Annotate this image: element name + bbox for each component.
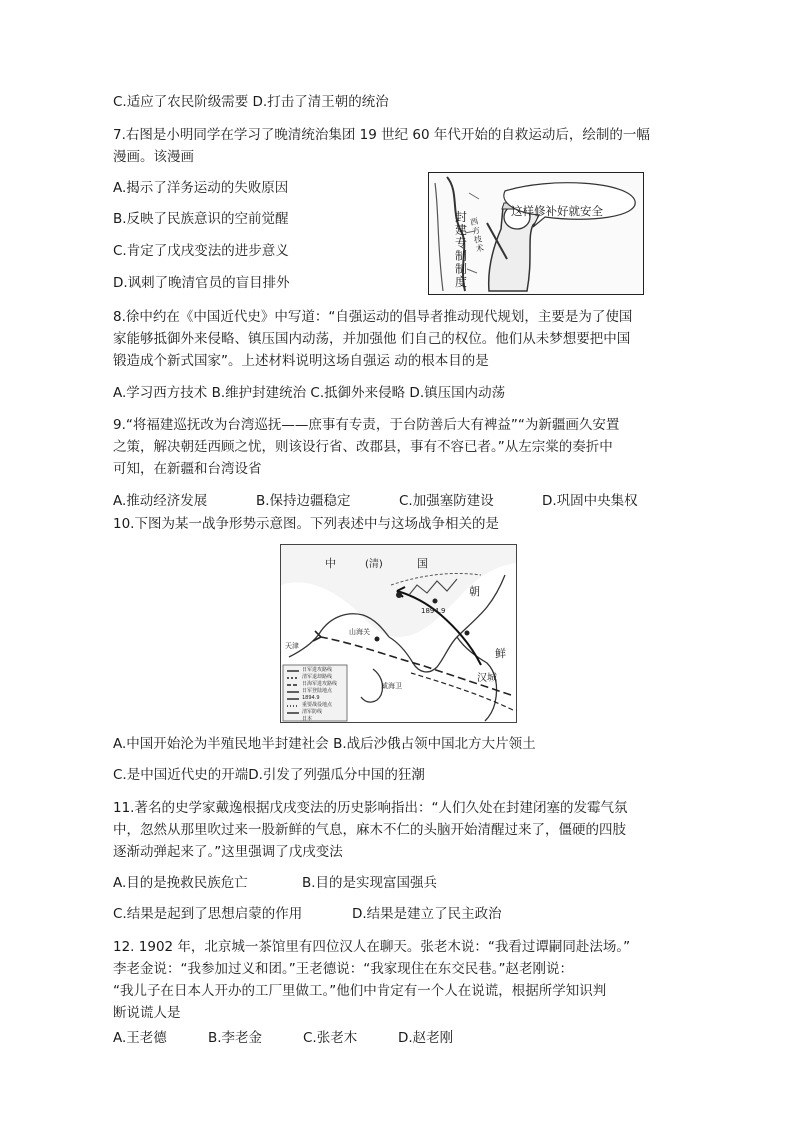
q9-option-d: D.巩固中央集权 xyxy=(542,493,638,509)
q9-option-c: C.加强塞防建设 xyxy=(399,493,494,509)
q10-map-legend-item: 1894.9 xyxy=(302,695,320,701)
q8-stem-line-2: 家能够抵御外来侵略、镇压国内动荡，并加强他 们自己的权位。他们从未梦想要把中国 xyxy=(113,331,631,347)
q10-option-line-1: A.中国开始沦为半殖民地半封建社会 B.战后沙俄占领中国北方大片领土 xyxy=(113,736,536,752)
q10-stem: 10.下图为某一战争形势示意图。下列表述中与这场战争相关的是 xyxy=(113,516,499,532)
q7-option-a: A.揭示了洋务运动的失败原因 xyxy=(113,180,289,196)
q11-option-d: D.结果是建立了民主政治 xyxy=(352,906,502,922)
q7-stem-line-1: 7.右图是小明同学在学习了晚清统治集团 19 世纪 60 年代开始的自救运动后，绘制的一幅 xyxy=(113,127,650,143)
q7-cartoon xyxy=(428,172,644,295)
q11-option-a: A.目的是挽救民族危亡 xyxy=(113,875,248,891)
q10-map-label-shanhaiguan: 山海关 xyxy=(349,628,370,636)
q6-options-cd: C.适应了农民阶级需要 D.打击了清王朝的统治 xyxy=(113,94,389,110)
q10-map-label-qing: (清) xyxy=(365,559,383,570)
q12-option-d: D.赵老刚 xyxy=(398,1030,454,1046)
q10-map-legend-item: 清军退却路线 xyxy=(302,674,333,680)
q7-stem-line-2: 漫画。该漫画 xyxy=(113,149,194,165)
q10-map-legend xyxy=(302,667,337,723)
q10-map-label-year: 1894.9 xyxy=(421,607,446,615)
q10-map-label-weihaiwei: 威海卫 xyxy=(381,682,402,690)
q11-stem-line-1: 11.著名的史学家戴逸根据戊戌变法的历史影响指出：“人们久处在封建闭塞的发霉气氛 xyxy=(113,800,628,816)
q12-option-b: B.李老金 xyxy=(208,1030,263,1046)
q12-stem-line-3: “我儿子在日本人开办的工厂里做工。”他们中肯定有一个人在说谎，根据所学知识判 xyxy=(113,983,607,999)
q12-stem-line-1: 12. 1902 年，北京城一茶馆里有四位汉人在聊天。张老木说：“我看过谭嗣同赴法场。” xyxy=(113,939,631,955)
q8-stem-line-1: 8.徐中约在《中国近代史》中写道：“自强运动的倡导者推动现代规划，主要是为了使国 xyxy=(113,309,633,325)
q10-map-label-chao: 朝 xyxy=(469,585,480,598)
q12-option-c: C.张老木 xyxy=(303,1030,358,1046)
q7-option-c: C.肯定了戊戌变法的进步意义 xyxy=(113,243,289,259)
q10-war-map xyxy=(280,544,517,723)
q10-map-legend-item: 清军防线 xyxy=(302,709,323,715)
q10-map-legend-item: 日海军进攻路线 xyxy=(302,681,338,687)
q11-option-b: B.目的是实现富国强兵 xyxy=(302,875,438,891)
q9-stem-line-1: 9.“将福建巡抚改为台湾巡抚——庶事有专责，于台防善后大有裨益”“为新疆画久安置 xyxy=(113,417,620,433)
q10-map-label-zhong: 中 xyxy=(325,557,336,570)
q10-map-label-tianjin: 天津 xyxy=(285,642,299,650)
q7-cartoon-patch-label: 西方技术 xyxy=(469,216,485,254)
q7-cartoon-speech: 这样修补好就安全 xyxy=(511,204,603,218)
q7-cartoon-wall-label: 封建专制制度 xyxy=(455,210,468,289)
q12-option-a: A.王老德 xyxy=(113,1030,167,1046)
q10-map-legend-item: 日本 xyxy=(302,716,313,722)
q11-stem-line-3: 逐渐动弹起来了。”这里强调了戊戌变法 xyxy=(113,844,343,860)
q12-stem-line-2: 李老金说：“我参加过义和团。”王老德说：“我家现住在东交民巷。”赵老刚说： xyxy=(113,961,573,977)
q10-option-line-2: C.是中国近代史的开端D.引发了列强瓜分中国的狂潮 xyxy=(113,767,425,783)
q10-map-legend-item: 日军进攻路线 xyxy=(302,667,333,673)
q7-option-b: B.反映了民族意识的空前觉醒 xyxy=(113,211,289,227)
q10-map-label-hancheng: 汉城 xyxy=(477,673,497,684)
q9-option-b: B.保持边疆稳定 xyxy=(256,493,351,509)
q8-stem-line-3: 锻造成个新式国家”。上述材料说明这场自强运 动的根本目的是 xyxy=(113,353,489,369)
q7-option-d: D.讽刺了晚清官员的盲目排外 xyxy=(113,275,290,291)
q10-map-legend-item: 重要战役地点 xyxy=(302,702,333,708)
q8-options: A.学习西方技术 B.维护封建统治 C.抵御外来侵略 D.镇压国内动荡 xyxy=(113,385,506,401)
q11-option-c: C.结果是起到了思想启蒙的作用 xyxy=(113,906,303,922)
q11-stem-line-2: 中，忽然从那里吹过来一股新鲜的气息，麻木不仁的头脑开始清醒过来了，僵硬的四肢 xyxy=(113,822,626,838)
q12-stem-line-4: 断说谎人是 xyxy=(113,1005,181,1021)
q9-option-a: A.推动经济发展 xyxy=(113,493,208,509)
q10-map-label-guo: 国 xyxy=(417,557,428,570)
q10-map-legend-item: 日军登陆地点 xyxy=(302,688,333,694)
q9-stem-line-2: 之策，解决朝廷西顾之忧，则该设行省、改郡县，事有不容已者。”从左宗棠的奏折中 xyxy=(113,439,613,455)
q10-map-label-xian: 鲜 xyxy=(495,647,506,660)
q9-stem-line-3: 可知，在新疆和台湾设省 xyxy=(113,461,262,477)
